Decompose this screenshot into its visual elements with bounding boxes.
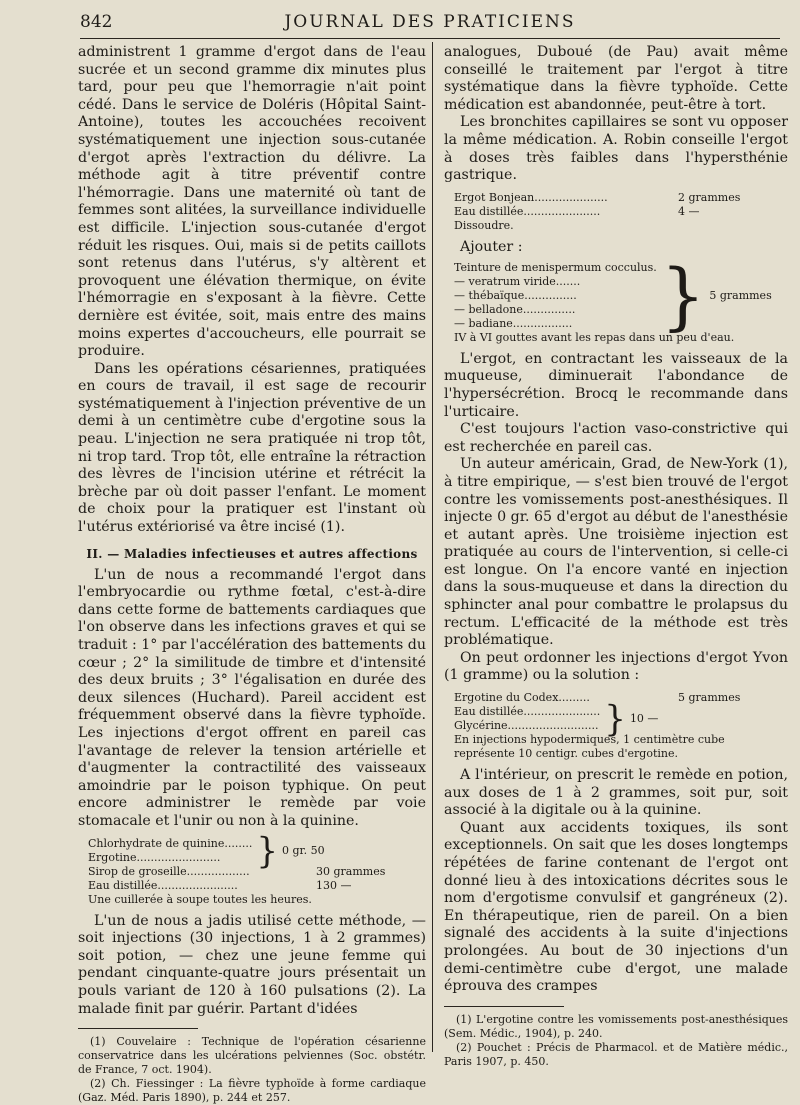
- page-number: 842: [80, 12, 113, 32]
- prescription-row: Sirop de groseille.................. 30 grammes: [88, 864, 386, 878]
- prescription-item: Eau distillée......................: [454, 705, 601, 719]
- right-paragraph-4: C'est toujours l'action vaso-constrictive qui est recherchée en pareil cas.: [444, 421, 788, 455]
- prescription-row: Eau distillée...................... 4 —: [454, 204, 700, 218]
- prescription-item: Chlorhydrate de quinine........: [88, 836, 253, 850]
- prescription-ergotine-codex: [454, 691, 788, 761]
- left-column: [78, 44, 426, 1105]
- header-rule: [80, 38, 780, 39]
- prescription-quinine: [88, 829, 426, 907]
- prescription-ergot-bonjean: [454, 191, 788, 233]
- running-header: [80, 12, 780, 38]
- journal-title: JOURNAL DES PRATICIENS: [284, 12, 576, 32]
- section-heading: II. — Maladies infectieuses et autres affections: [86, 546, 418, 561]
- right-paragraph-1: analogues, Duboué (de Pau) avait même conseillé le traitement par l'ergot à titre systématique dans la fièvre typhoïde. Cette médication est abandonnée, peut-être à tort.: [444, 44, 788, 113]
- prescription-item: Glycérine..........................: [454, 719, 599, 733]
- prescription-row: Eau distillée....................... 130 —: [88, 878, 352, 892]
- prescription-item: — belladone...............: [454, 302, 576, 316]
- footnote-2: (2) Ch. Fiessinger : La fièvre typhoïde à forme cardiaque (Gaz. Méd. Paris 1890), p. 244 et 257.: [78, 1077, 426, 1105]
- prescription-item: — badiane.................: [454, 316, 573, 330]
- prescription-item: — veratrum viride.......: [454, 274, 581, 288]
- footnote-1: (1) Couvelaire : Technique de l'opération césarienne conservatrice dans les ulcérations pelviennes (Soc. obstétr. de France, 7 oct. 1904).: [78, 1035, 426, 1077]
- left-paragraph-4: L'un de nous a jadis utilisé cette méthode, — soit injections (30 injections, 1 à 2 grammes) soit potion, — chez une jeune femme qui pendant cinquante-quatre jours présentait un pouls variant de 120 à 160 pulsations (2). La malade finit par guérir. Partant d'idées: [78, 912, 426, 1017]
- right-paragraph-7: A l'intérieur, on prescrit le remède en potion, aux doses de 1 à 2 grammes, soit pur, soit associé à la digitale ou à la quinine.: [444, 767, 788, 819]
- right-paragraph-6: On peut ordonner les injections d'ergot Yvon (1 gramme) ou la solution :: [444, 649, 788, 684]
- right-paragraph-3: L'ergot, en contractant les vaisseaux de la muqueuse, diminuerait l'abondance de l'hypersécrétion. Brocq le recommande dans l'urticaire.: [444, 350, 788, 420]
- prescription-ajouter: Ajouter :: [460, 238, 523, 255]
- column-divider: [432, 42, 433, 1052]
- right-paragraph-2: Les bronchites capillaires se sont vu opposer la même médication. A. Robin conseille l'ergot à doses très faibles dans l'hypersthénie gastrique.: [444, 114, 788, 184]
- prescription-note: Une cuillerée à soupe toutes les heures.: [88, 892, 312, 906]
- footnote-2: (2) Pouchet : Précis de Pharmacol. et de Matière médic., Paris 1907, p. 450.: [444, 1040, 788, 1068]
- prescription-note: IV à VI gouttes avant les repas dans un peu d'eau.: [454, 330, 735, 344]
- prescription-item: — thébaïque...............: [454, 288, 577, 302]
- prescription-quantity: 5 grammes: [709, 288, 772, 302]
- prescription-tinctures: [454, 252, 788, 345]
- prescription-quantity: 0 gr. 50: [282, 843, 325, 857]
- left-paragraph-2: Dans les opérations césariennes, pratiquées en cours de travail, il est sage de recourir systématiquement à l'injection préventive de un demi à un centimètre cube d'ergotine sous la peau. L'injection ne sera pratiquée ni trop tôt, ni trop tard. Trop tôt, elle entraîne la rétraction des lèvres de l'incision utérine et rétrécit la brèche par où doit passer l'enfant. Le moment de choix pour la pratiquer est l'instant où l'utérus extériorisé va être incisé (1).: [78, 360, 426, 536]
- footnote-1: (1) L'ergotine contre les vomissements post-anesthésiques (Sem. Médic., 1904), p. 240.: [444, 1012, 788, 1040]
- brace: }: [256, 829, 278, 872]
- right-paragraph-8: Quant aux accidents toxiques, ils sont exceptionnels. On sait que les doses longtemps répétées de farine contenant de l'ergot ont donné lieu à des intoxications décrites sous le nom d'ergotisme convulsif et gangréneux (2). En thérapeutique, rien de pareil. On a bien signalé des accidents à la suite d'injections prolongées. Au bout de 30 injections d'un demi-centimètre cube d'ergot, une malade éprouva des crampes: [444, 819, 788, 995]
- left-paragraph-1: administrent 1 gramme d'ergot dans de l'eau sucrée et un second gramme dix minutes plus tard, pour peu que l'hemorragie n'ait point cédé. Dans le service de Doléris (Hôpital Saint-Antoine), toutes les accouchées recoivent systématiquement une injection sous-cutanée d'ergot après l'extraction du délivre. La méthode agit à titre préventif contre l'hémorragie. Dans une maternité où tant de femmes sont alitées, la surveillance individuelle est difficile. L'injection sous-cutanée d'ergot réduit les risques. Oui, mais si de petits caillots sont retenus dans l'utérus, s'y altèrent et provoquent une élévation thermique, on évite l'hémorragie en s'exposant à la fièvre. Cette dernière est évitée, soit, mais entre des mains moins expertes d'accoucheurs, elle pourrait se produire.: [78, 44, 426, 360]
- right-column: [444, 44, 788, 1069]
- prescription-item: Ergotine........................: [88, 850, 221, 864]
- prescription-item: Teinture de menispermum cocculus.: [454, 260, 657, 274]
- prescription-row: Ergotine du Codex......... 5 grammes: [454, 691, 741, 705]
- right-paragraph-5: Un auteur américain, Grad, de New-York (1), à titre empirique, — s'est bien trouvé de l'ergot contre les vomissements post-anesthésiques. Il injecte 0 gr. 65 d'ergot au début de l'anesthésie et autant après. Une troisième injection est pratiquée au cours de l'intervention, si celle-ci est longue. On l'a encore vanté en injection dans la sous-muqueuse et dans la direction du sphincter anal pour combattre le prolapsus du rectum. L'efficacité de la méthode est très problématique.: [444, 456, 788, 649]
- footnote-rule: [444, 1006, 564, 1007]
- prescription-quantity: 10 —: [629, 712, 659, 726]
- brace: }: [660, 252, 706, 339]
- left-paragraph-3: L'un de nous a recommandé l'ergot dans l'embryocardie ou rythme fœtal, c'est-à-dire dans cette forme de battements cardiaques que l'on observe dans les infections graves et qui se traduit : 1° par l'accélération des battements du cœur ; 2° la similitude de timbre et d'intensité des deux bruits ; 3° l'égalisation en durée des deux silences (Huchard). Pareil accident est fréquemment observé dans la fièvre typhoïde. Les injections d'ergot offrent en pareil cas l'avantage de relever la tension artérielle et d'augmenter la contractilité des vaisseaux amoindrie par le poison typhique. On peut encore administrer le remède par voie stomacale et l'unir ou non à la quinine.: [78, 566, 426, 829]
- footnote-rule: [78, 1028, 198, 1029]
- brace: }: [604, 698, 626, 741]
- prescription-instruction: Dissoudre.: [454, 218, 514, 232]
- prescription-note: En injections hypodermiques, 1 centimètre cube représente 10 centigr. cubes d'ergotine.: [454, 733, 725, 761]
- prescription-row: Ergot Bonjean..................... 2 grammes: [454, 190, 741, 204]
